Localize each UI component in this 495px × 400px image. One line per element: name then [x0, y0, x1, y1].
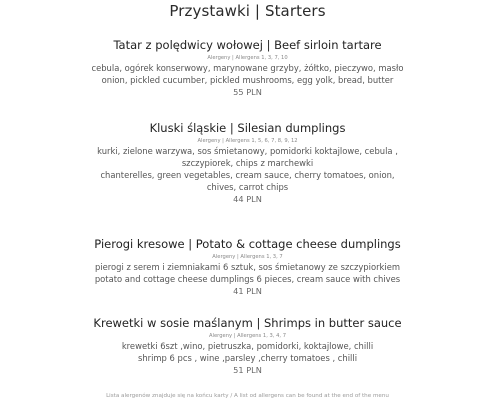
dish-name: Krewetki w sosie maślanym | Shrimps in butter sauce [93, 316, 402, 330]
dish-price: 44 PLN [233, 194, 262, 204]
dish-item-shrimps-butter-sauce [0, 316, 495, 376]
dish-price: 55 PLN [233, 87, 262, 97]
dish-item-beef-tartare [0, 38, 495, 98]
dish-description-line: shrimp 6 pcs , wine ,parsley ,cherry tomatoes , chilli [137, 353, 358, 363]
dish-description-line: pierogi z serem i ziemniakami 6 sztuk, sos śmietanowy ze szczypiorkiem [94, 262, 401, 272]
dish-description-line: krewetki 6szt ,wino, pietruszka, pomidorki, koktajlowe, chilli [121, 341, 374, 351]
dish-description-line: onion, pickled cucumber, pickled mushrooms, egg yolk, bread, butter [101, 75, 394, 85]
dish-item-potato-cheese-dumplings [0, 237, 495, 297]
section-title: Przystawki | Starters [169, 2, 326, 20]
dish-allergens: Alergeny | Allergens 1, 3, 7, 10 [207, 55, 288, 61]
dish-description-line: kurki, zielone warzywa, sos śmietanowy, pomidorki koktajlowe, cebula , [97, 146, 398, 156]
dish-description-line: chives, carrot chips [206, 182, 289, 192]
dish-name: Pierogi kresowe | Potato & cottage cheese dumplings [94, 237, 401, 251]
dish-allergens: Alergeny | Allergens 1, 3, 7 [212, 254, 283, 260]
dish-price: 51 PLN [233, 365, 262, 375]
dish-description-line: cebula, ogórek konserwowy, marynowane grzyby, żółtko, pieczywo, masło [91, 63, 404, 73]
dish-description-line: potato and cottage cheese dumplings 6 pieces, cream sauce with chives [94, 274, 401, 284]
dish-allergens: Alergeny | Allergens 1, 3, 4, 7 [209, 333, 286, 339]
dish-name: Tatar z polędwicy wołowej | Beef sirloin tartare [113, 38, 382, 52]
dish-allergens: Alergeny | Allergens 1, 5, 6, 7, 8, 9, 12 [197, 138, 298, 144]
dish-description-line: chanterelles, green vegetables, cream sauce, cherry tomatoes, onion, [100, 170, 395, 180]
dish-item-silesian-dumplings [0, 121, 495, 205]
dish-price: 41 PLN [233, 286, 262, 296]
dish-description-line: szczypiorek, chips z marchewki [181, 158, 314, 168]
allergen-list-note: Lista alergenów znajduje się na końcu karty / A list od allergens can be found at the end of the menu [106, 393, 389, 399]
dish-name: Kluski śląskie | Silesian dumplings [149, 121, 346, 135]
